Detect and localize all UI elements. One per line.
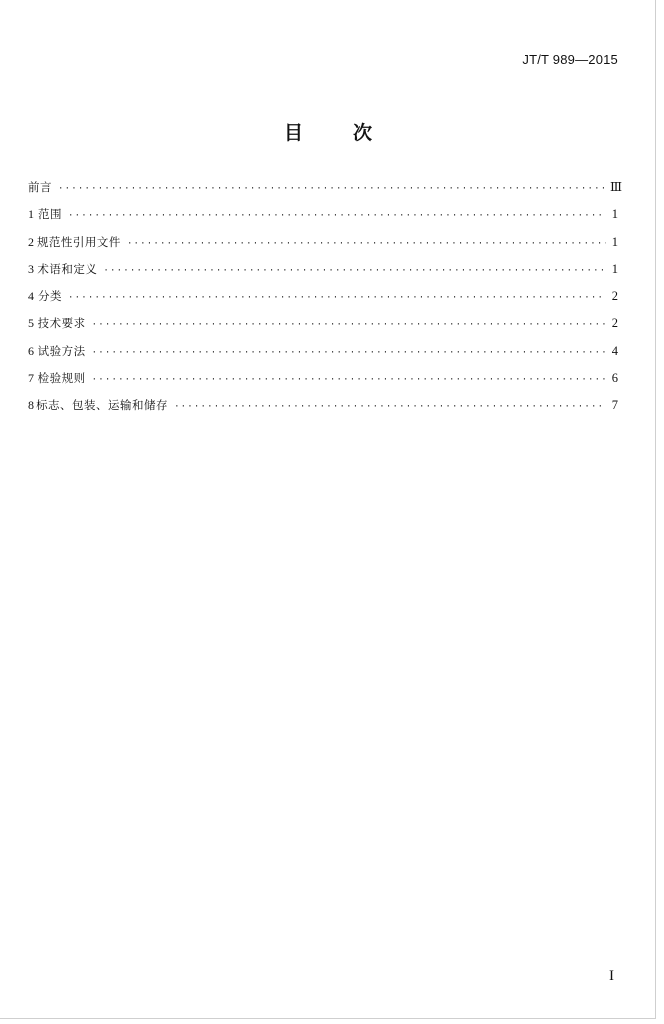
toc-leader-dots — [127, 236, 606, 252]
toc-entry-2[interactable] — [28, 234, 618, 261]
toc-entry-page: 1 — [611, 234, 618, 249]
toc-entry-5[interactable] — [28, 315, 618, 342]
toc-entry-page: 1 — [611, 207, 618, 222]
toc-entry-label: 试验方法 — [37, 343, 86, 358]
toc-entry-page: Ⅲ — [610, 180, 623, 194]
toc-entry-label: 检验规则 — [37, 371, 86, 386]
toc-entry-page: 6 — [611, 371, 618, 386]
toc-entry-page: 2 — [611, 289, 618, 304]
toc-entry-number: 7 — [28, 371, 34, 386]
toc-leader-dots — [92, 317, 606, 333]
toc-leader-dots — [68, 290, 606, 306]
toc-leader-dots — [92, 372, 606, 388]
toc-entry-foreword[interactable] — [28, 179, 623, 206]
toc-entry-number: 2 — [28, 234, 34, 249]
toc-title — [0, 118, 656, 145]
toc-entry-label: 技术要求 — [37, 316, 86, 331]
toc-entry-number: 8 — [28, 398, 34, 413]
toc-leader-dots — [92, 345, 606, 361]
toc-entry-4[interactable] — [28, 288, 618, 315]
toc-entry-label: 前言 — [28, 180, 52, 194]
toc-leader-dots — [174, 399, 606, 415]
page-number: I — [609, 968, 614, 984]
toc-title-part2: 次 — [353, 122, 373, 144]
toc-entry-number: 6 — [28, 343, 34, 358]
toc-list — [28, 179, 623, 425]
toc-entry-page: 4 — [611, 343, 618, 358]
toc-entry-6[interactable] — [28, 343, 618, 370]
toc-entry-number: 4 — [28, 289, 34, 304]
toc-entry-number: 3 — [28, 261, 34, 276]
toc-entry-page: 1 — [611, 261, 618, 276]
toc-entry-number: 5 — [28, 316, 34, 331]
toc-entry-page: 7 — [611, 398, 618, 413]
toc-entry-page: 2 — [611, 316, 618, 331]
toc-entry-label: 标志、包装、运输和储存 — [36, 398, 169, 413]
toc-entry-8[interactable] — [28, 397, 618, 424]
toc-entry-3[interactable] — [28, 261, 618, 288]
toc-leader-dots — [103, 263, 606, 279]
toc-entry-label: 分类 — [38, 289, 63, 304]
toc-entry-label: 术语和定义 — [37, 261, 98, 276]
toc-title-part1: 目 — [283, 122, 303, 144]
toc-leader-dots — [58, 181, 606, 197]
standard-code: JT/T 989—2015 — [522, 52, 618, 67]
toc-entry-7[interactable] — [28, 370, 618, 397]
toc-entry-number: 1 — [28, 207, 34, 222]
toc-leader-dots — [68, 208, 606, 224]
toc-entry-1[interactable] — [28, 206, 618, 233]
toc-entry-label: 范围 — [38, 207, 63, 222]
toc-entry-label: 规范性引用文件 — [36, 234, 121, 249]
